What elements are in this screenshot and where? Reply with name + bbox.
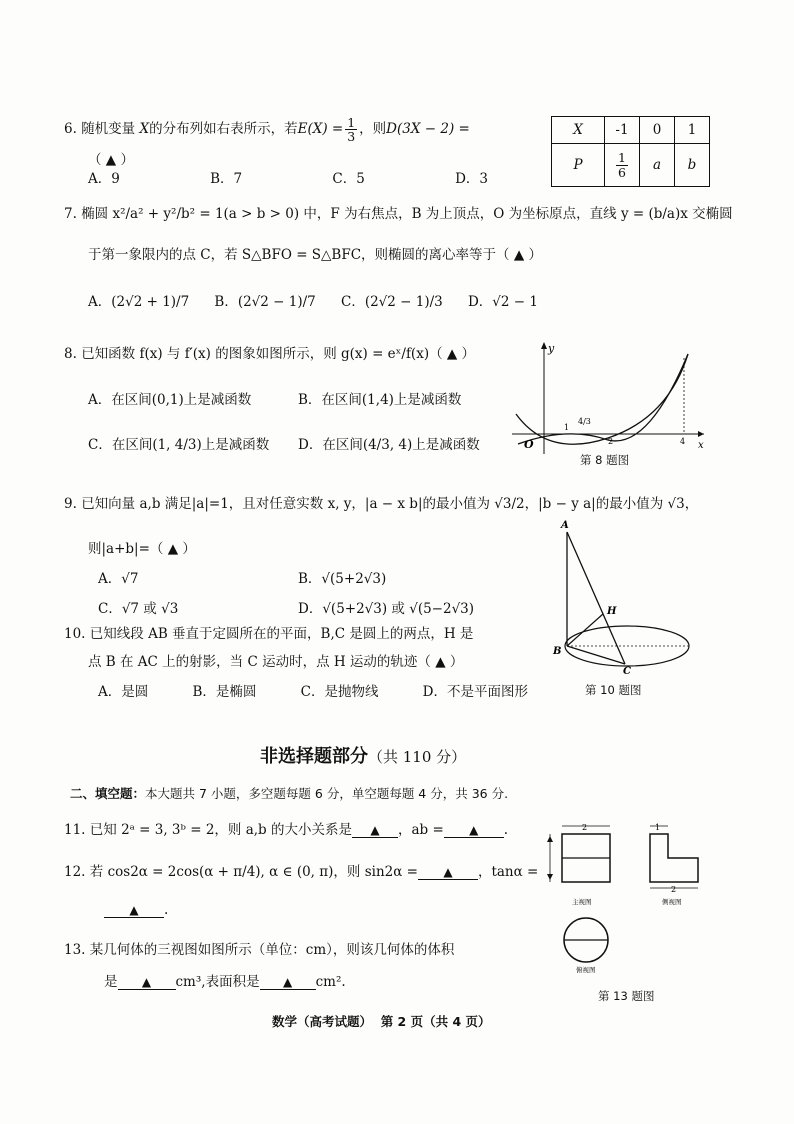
q10-line2: 点 B 在 AC 上的射影，当 C 运动时，点 H 运动的轨迹（ ▲ ） [88, 654, 464, 670]
dim-arrow [547, 874, 553, 880]
page-footer: 数学（高考试题） 第 2 页（共 4 页） [272, 1014, 491, 1029]
q7-option-c: C．(2√2 − 1)/3 [340, 294, 443, 310]
tick-label: 1 [564, 423, 570, 432]
q13-blank-1[interactable]: ▲ [118, 975, 176, 990]
segment-ac [567, 532, 625, 664]
q13-line1: 13. 某几何体的三视图如图所示（单位：cm），则该几何体的体积 [64, 942, 455, 958]
q10-caption: 第 10 题图 [585, 683, 642, 697]
q6-option-c: C．5 [332, 171, 365, 187]
q10-option-c: C．是抛物线 [300, 684, 379, 700]
q8-option-d: D．在区间(4/3, 4)上是减函数 [298, 437, 480, 453]
label-h: H [607, 606, 617, 617]
q10-option-a: A．是圆 [98, 684, 149, 700]
q9-option-b: B．√(5+2√3) [298, 571, 387, 587]
q7-option-d: D．√2 − 1 [467, 294, 538, 310]
y-axis-arrow [541, 342, 547, 349]
axis-label-x: x [698, 440, 704, 451]
table-cell: a [640, 144, 675, 187]
part2-heading: 二、填空题：本大题共 7 小题，多空题每题 6 分，单空题每题 4 分，共 36 分. [70, 786, 509, 801]
axis-label-y: y [548, 342, 555, 355]
table-cell: P [552, 144, 605, 187]
table-cell: 0 [640, 117, 675, 144]
q8-line1: 8. 已知函数 f(x) 与 f′(x) 的图象如图所示，则 g(x) = eˣ/f(x)（ ▲ ） [64, 346, 476, 362]
tick-label: 4 [680, 437, 686, 446]
q10-options [98, 680, 528, 700]
q13-blank-2[interactable]: ▲ [260, 975, 316, 990]
q9-option-c: C．√7 或 √3 [98, 601, 179, 617]
q10-option-d: D．不是平面图形 [422, 684, 528, 700]
q12-line2: ▲ . [104, 902, 168, 918]
q6-option-a: A．9 [88, 171, 120, 187]
side-view-shape [650, 834, 698, 882]
table-cell: b [675, 144, 710, 187]
q6-line1: 6. 随机变量 X的分布列如右表所示，若E(X) = $\frac{1}{3}$ ，则D(3X − 2) = [64, 115, 470, 145]
top-view-label: 俯视图 [576, 966, 596, 974]
q6-options [88, 167, 488, 187]
q13-three-view-figure [540, 818, 716, 988]
q7-line2: 于第一象限内的点 C，若 S△BFO = S△BFC，则椭圆的离心率等于（ ▲ ） [88, 247, 543, 263]
q8-option-c: C．在区间(1, 4/3)上是减函数 [88, 437, 270, 453]
label-a: A [561, 520, 569, 531]
q10-line1: 10. 已知线段 AB 垂直于定圆所在的平面，B,C 是圆上的两点，H 是 [64, 626, 474, 642]
q10-option-b: B．是椭圆 [192, 684, 257, 700]
q6-answer-paren: （ ▲ ） [88, 152, 134, 168]
segment-bh [567, 614, 603, 646]
side-view-label: 侧视图 [662, 898, 682, 906]
table-cell: X [552, 117, 605, 144]
q13-caption: 第 13 题图 [598, 989, 655, 1003]
dim-label: 1 [655, 823, 661, 832]
dim-arrow [547, 836, 553, 842]
section-title: 非选择题部分（共 110 分） [260, 746, 467, 767]
q11-blank-2[interactable]: ▲ [444, 823, 504, 838]
segment-bc [567, 646, 625, 664]
q9-option-d: D．√(5+2√3) 或 √(5−2√3) [298, 601, 475, 617]
q12-blank-2[interactable]: ▲ [104, 903, 164, 918]
q7-option-a: A．(2√2 + 1)/7 [88, 294, 190, 310]
q12-line: 12. 若 cos2α = 2cos(α + π/4), α ∈ (0, π)，则 sin2α = ▲ ，tanα = [64, 864, 539, 880]
q11-line: 11. 已知 2ᵃ = 3, 3ᵇ = 2，则 a,b 的大小关系是 ▲ ，ab = ▲ . [64, 822, 509, 838]
q8-option-a: A．在区间(0,1)上是减函数 [88, 392, 252, 408]
q9-option-a: A．√7 [98, 571, 139, 587]
q6-distribution-table [551, 116, 710, 187]
q7-options [88, 290, 538, 310]
dim-label: 2 [671, 885, 677, 894]
q9-line1: 9. 已知向量 a,b 满足|a|=1，且对任意实数 x, y，|a − x b|的最小值为 √3/2，|b − y a|的最小值为 √3， [64, 496, 699, 512]
tick-label: 2 [608, 437, 614, 446]
origin-label: O [524, 438, 534, 451]
q9-line2: 则|a+b|=（ ▲ ） [88, 541, 196, 557]
label-c: C [623, 666, 631, 676]
dim-label: 2 [582, 823, 588, 832]
front-view-label: 主视图 [572, 898, 592, 906]
x-axis-arrow [698, 431, 704, 437]
curve-f-prime [516, 354, 688, 444]
table-cell: $\frac{1}{6}$ [605, 144, 640, 187]
q7-option-b: B．(2√2 − 1)/7 [214, 294, 316, 310]
q7-line1: 7. 椭圆 x²/a² + y²/b² = 1(a > b > 0) 中，F 为右焦点，B 为上顶点，O 为坐标原点，直线 y = (b/a)x 交椭圆 [64, 206, 733, 222]
q10-geometry-figure [545, 516, 695, 676]
tick-label: 4/3 [578, 417, 591, 426]
q11-blank-1[interactable]: ▲ [352, 823, 398, 838]
table-cell: -1 [605, 117, 640, 144]
table-cell: 1 [675, 117, 710, 144]
q12-blank-1[interactable]: ▲ [418, 865, 478, 880]
label-b: B [553, 646, 562, 657]
q6-option-d: D．3 [455, 171, 488, 187]
q6-option-b: B．7 [210, 171, 243, 187]
q13-line2: 是 ▲ cm³,表面积是 ▲ cm². [104, 974, 346, 990]
q8-option-b: B．在区间(1,4)上是减函数 [298, 392, 462, 408]
q8-function-graph [508, 338, 708, 458]
q8-caption: 第 8 题图 [580, 453, 630, 467]
